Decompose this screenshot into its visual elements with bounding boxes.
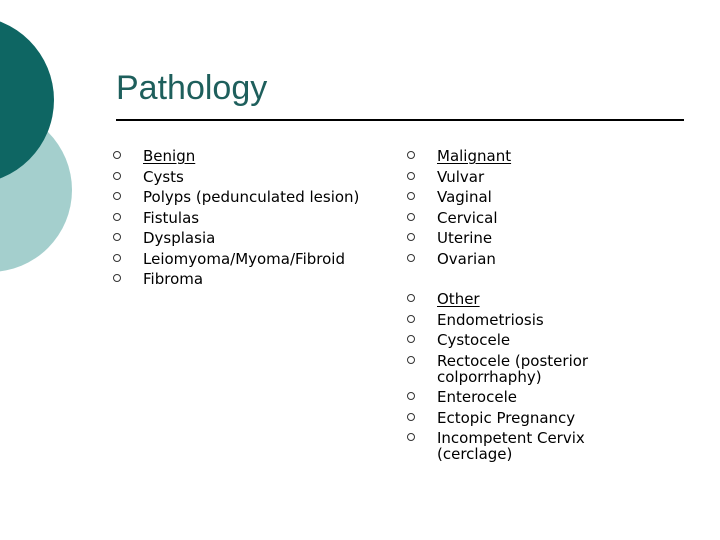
list-item [407, 332, 637, 348]
circle-bullet-icon [407, 315, 415, 323]
list-item [113, 169, 373, 185]
list-item-text: Incompetent Cervix (cerclage) [437, 429, 585, 463]
list-item [113, 148, 373, 164]
list-item [113, 251, 373, 267]
list-item [407, 148, 637, 164]
list-item [407, 291, 637, 307]
other-list [407, 291, 637, 467]
title-underline [116, 119, 684, 121]
circle-bullet-icon [113, 192, 121, 200]
list-item [407, 230, 637, 246]
circle-bullet-icon [407, 213, 415, 221]
circle-bullet-icon [407, 254, 415, 262]
list-item-text: Ovarian [437, 249, 496, 268]
list-item [113, 230, 373, 246]
list-item-text: Polyps (pedunculated lesion) [143, 188, 360, 206]
list-item-text: Vaginal [437, 188, 492, 206]
list-item-text: Enterocele [437, 388, 517, 406]
list-item [407, 430, 637, 462]
list-item-text: Rectocele (posterior colporrhaphy) [437, 351, 589, 386]
list-item-text: Ectopic Pregnancy [437, 408, 576, 427]
list-item-text: Endometriosis [437, 310, 544, 329]
list-item-text: Vulvar [437, 167, 485, 186]
circle-bullet-icon [113, 254, 121, 262]
list-item-text: Leiomyoma/Myoma/Fibroid [143, 249, 345, 268]
list-item [407, 389, 637, 405]
circle-bullet-icon [113, 274, 121, 282]
list-item [407, 251, 637, 267]
circle-bullet-icon [407, 172, 415, 180]
malignant-heading: Malignant [437, 147, 512, 165]
circle-bullet-icon [113, 172, 121, 180]
circle-bullet-icon [113, 233, 121, 241]
list-item-text: Uterine [437, 229, 493, 247]
benign-list [113, 148, 373, 292]
list-item [113, 210, 373, 226]
list-item-text: Cervical [437, 208, 498, 227]
circle-bullet-icon [113, 151, 121, 159]
decorative-circles [0, 0, 90, 300]
list-item-text: Cystocele [437, 331, 511, 349]
list-item [407, 410, 637, 426]
list-item [407, 210, 637, 226]
benign-heading: Benign [143, 147, 196, 165]
circle-bullet-icon [407, 392, 415, 400]
circle-bullet-icon [407, 233, 415, 241]
list-item [113, 189, 373, 205]
list-item [407, 189, 637, 205]
circle-bullet-icon [407, 433, 415, 441]
list-item-text: Fistulas [143, 208, 200, 227]
list-item [407, 312, 637, 328]
circle-bullet-icon [407, 335, 415, 343]
list-item [407, 353, 637, 385]
malignant-list [407, 148, 637, 271]
list-item-text: Cysts [143, 167, 184, 186]
circle-bullet-icon [113, 213, 121, 221]
slide-title: Pathology [116, 69, 268, 107]
circle-bullet-icon [407, 151, 415, 159]
other-heading: Other [437, 290, 480, 308]
circle-bullet-icon [407, 413, 415, 421]
list-item [407, 169, 637, 185]
list-item [113, 271, 373, 287]
list-item-text: Dysplasia [143, 229, 216, 247]
circle-bullet-icon [407, 294, 415, 302]
circle-bullet-icon [407, 192, 415, 200]
circle-bullet-icon [407, 356, 415, 364]
list-item-text: Fibroma [143, 270, 204, 288]
